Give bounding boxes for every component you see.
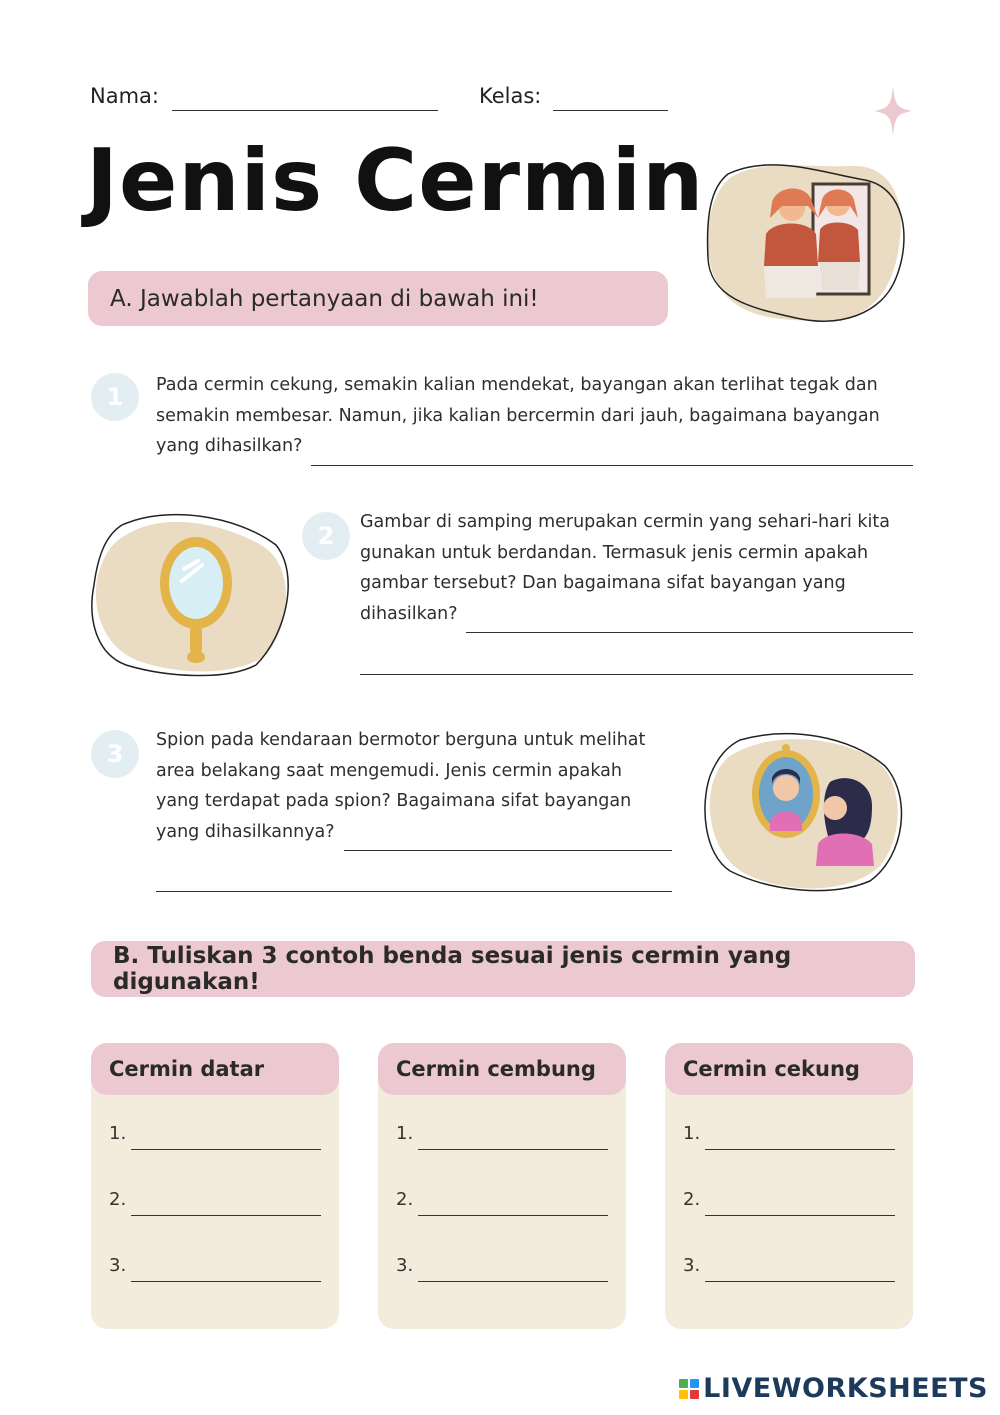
answer-1-line[interactable] <box>311 465 913 466</box>
question-3-line-4: yang dihasilkannya? <box>156 821 335 842</box>
card-item-answer-line[interactable] <box>418 1281 608 1282</box>
card-item-number: 3. <box>396 1255 414 1276</box>
card-item-answer-line[interactable] <box>131 1149 321 1150</box>
card-cermin-cembung <box>378 1043 626 1329</box>
card-item-number: 2. <box>683 1189 701 1210</box>
card-cermin-datar <box>91 1043 339 1329</box>
question-1-line-3: yang dihasilkan? <box>156 436 303 456</box>
question-1-number: 1 <box>91 373 139 421</box>
woman-mirror-illustration <box>700 726 912 896</box>
card-title: Cermin datar <box>91 1043 339 1095</box>
class-label: Kelas: <box>479 84 542 108</box>
card-item-number: 1. <box>109 1123 127 1144</box>
answer-3-line-2[interactable] <box>156 891 672 892</box>
section-a-heading: A. Jawablah pertanyaan di bawah ini! <box>88 271 668 326</box>
section-b-heading: B. Tuliskan 3 contoh benda sesuai jenis cermin yang digunakan! <box>91 941 915 997</box>
question-1-text <box>156 370 916 462</box>
question-3-line-1: Spion pada kendaraan bermotor berguna untuk melihat <box>156 730 646 750</box>
card-item-number: 3. <box>109 1255 127 1276</box>
answer-2-line-2[interactable] <box>360 674 913 675</box>
card-cermin-cekung <box>665 1043 913 1329</box>
card-item-number: 1. <box>683 1123 701 1144</box>
brand-text: LIVEWORKSHEETS <box>703 1373 988 1404</box>
card-item-number: 2. <box>396 1189 414 1210</box>
card-item-number: 2. <box>109 1189 127 1210</box>
question-2-line-3: gambar tersebut? Dan bagaimana sifat bayangan yang <box>360 573 846 593</box>
question-3-text <box>156 725 696 847</box>
question-1-line-2: semakin membesar. Namun, jika kalian bercermin dari jauh, bagaimana bayangan <box>156 405 880 426</box>
card-item-answer-line[interactable] <box>131 1281 321 1282</box>
card-item-answer-line[interactable] <box>418 1149 608 1150</box>
card-item-number: 3. <box>683 1255 701 1276</box>
class-input-line[interactable] <box>553 110 668 111</box>
question-1-line-1: Pada cermin cekung, semakin kalian mendekat, bayangan akan terlihat tegak dan <box>156 375 878 395</box>
question-2-text <box>360 507 920 629</box>
card-item-answer-line[interactable] <box>131 1215 321 1216</box>
page-title: Jenis Cermin <box>86 131 705 231</box>
girl-mirror-illustration <box>700 158 912 328</box>
question-2-line-4: dihasilkan? <box>360 603 458 624</box>
card-item-answer-line[interactable] <box>705 1281 895 1282</box>
liveworksheets-brand <box>679 1373 988 1404</box>
name-label: Nama: <box>90 84 159 108</box>
card-item-answer-line[interactable] <box>418 1215 608 1216</box>
question-3-number: 3 <box>91 730 139 778</box>
question-2-line-2: gunakan untuk berdandan. Termasuk jenis cermin apakah <box>360 542 869 563</box>
question-3-line-3: yang terdapat pada spion? Bagaimana sifat bayangan <box>156 791 632 811</box>
liveworksheets-logo-icon <box>679 1379 699 1399</box>
name-input-line[interactable] <box>172 110 438 111</box>
hand-mirror-illustration <box>86 505 300 680</box>
card-item-answer-line[interactable] <box>705 1149 895 1150</box>
card-item-number: 1. <box>396 1123 414 1144</box>
card-title: Cermin cekung <box>665 1043 913 1095</box>
answer-3-line-1[interactable] <box>344 850 672 851</box>
question-2-number: 2 <box>302 512 350 560</box>
question-2-line-1: Gambar di samping merupakan cermin yang sehari-hari kita <box>360 512 890 532</box>
sparkle-icon <box>872 84 914 138</box>
card-item-answer-line[interactable] <box>705 1215 895 1216</box>
question-3-line-2: area belakang saat mengemudi. Jenis cermin apakah <box>156 760 622 781</box>
answer-2-line-1[interactable] <box>466 632 913 633</box>
card-title: Cermin cembung <box>378 1043 626 1095</box>
